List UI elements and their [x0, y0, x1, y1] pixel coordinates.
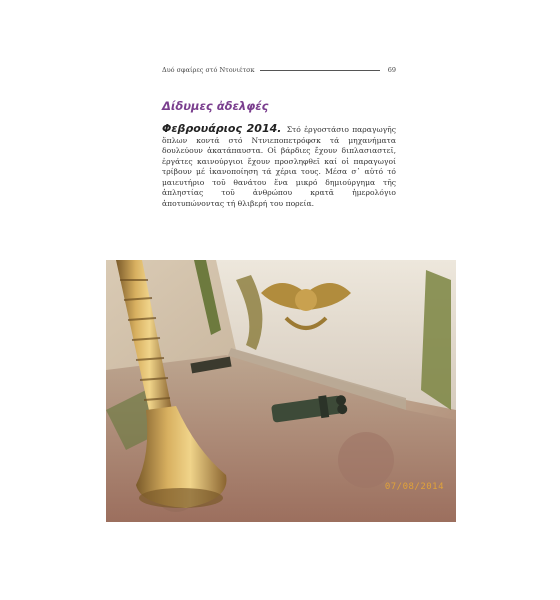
date-lead: Φεβρουάριος 2014.	[162, 122, 282, 135]
header-rule	[260, 70, 380, 71]
paragraph-text: Στό ἐργοστάσιο παραγωγῆς ὅπλων κοντά στό Ντνιεποπετρόφσκ τά μηχανήματα δουλεύουν ἀκατάπαυστα. Οἱ βάρδιες ἔχουν διπλασιαστεῖ, ἐργάτες καινούργιοι ἔχουν προσληφθεῖ καί οἱ παραγωγοί τρίβουν μέ ἱκανοποίηση τά χέρια τους. Μέσα σ᾽ αὐτό τό μαιευτήριο τοῦ θανάτου ἕνα μικρό δημιούργημα τῆς ἀπληστίας τοῦ ἀνθρώπου κρατᾶ ἡμερολόγιο ἀποτυπώνοντας τή θλιβερή του πορεία.	[162, 125, 396, 208]
photo-bell-and-shell-casings	[106, 260, 456, 522]
running-title: Δυό σφαίρες στό Ντονιέτσκ	[162, 66, 255, 74]
page-number: 69	[387, 66, 396, 74]
running-head	[162, 64, 396, 76]
body-paragraph	[162, 124, 396, 209]
photo-date-stamp: 07/08/2014	[384, 482, 444, 492]
section-title: Δίδυμες ἀδελφές	[162, 99, 269, 113]
ornament-right	[421, 270, 451, 410]
